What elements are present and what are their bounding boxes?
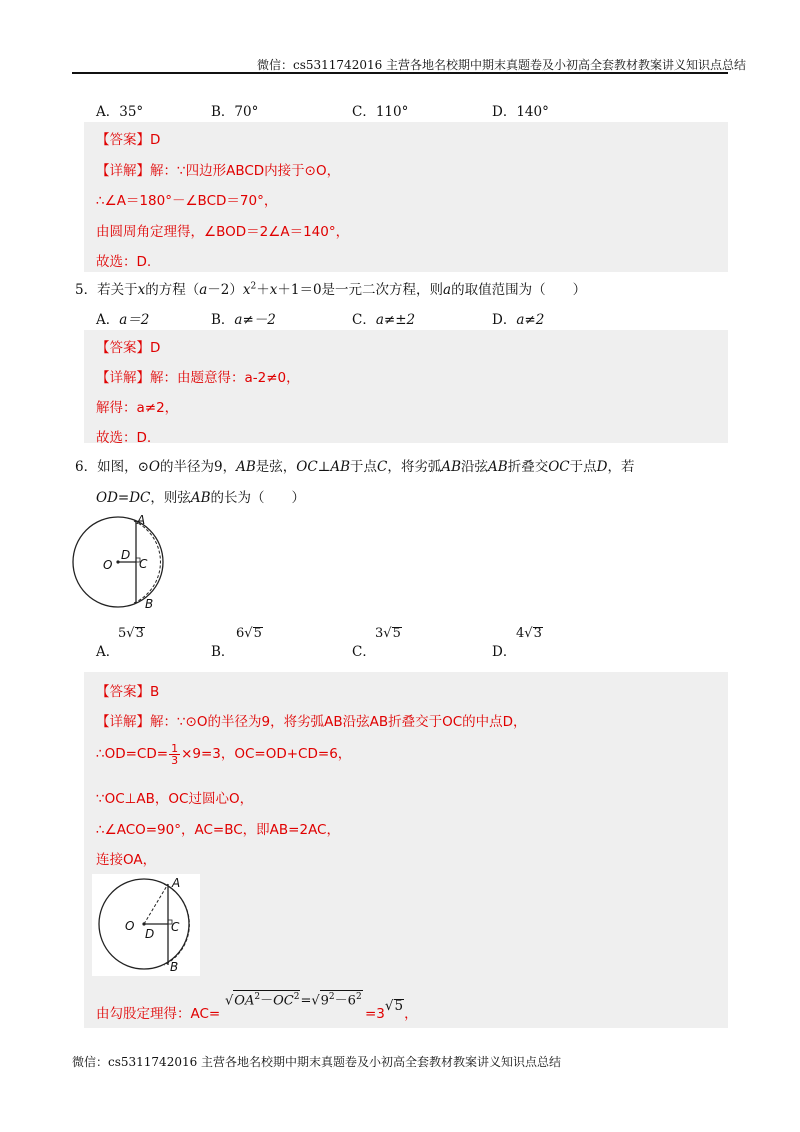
q4-detail-1: 【详解】解：∵四边形ABCD内接于⊙O， bbox=[96, 163, 341, 179]
q6-detail-3: ∵OC⊥AB，OC过圆心O， bbox=[96, 791, 254, 807]
q6-pythagoras-expression: $√OA^2-OC^2=√9^2-6^2$ bbox=[225, 992, 362, 1009]
q4-option-d: D．140° bbox=[492, 104, 549, 120]
fig1-label-b: B bbox=[145, 597, 154, 611]
header-divider bbox=[72, 72, 728, 74]
fig1-label-c: C bbox=[139, 557, 148, 571]
q6-detail-1: 【详解】解：∵⊙O的半径为9，将劣弧AB沿弦AB折叠交于OC的中点D， bbox=[96, 714, 527, 730]
q6-pythagoras-result: =3√5， bbox=[365, 998, 418, 1022]
q5-option-b: B．a≠－2 bbox=[211, 312, 276, 328]
page-footer: 微信：cs5311742016 主营各地名校期中期末真题卷及小初高全套教材教案讲义知识点总结 bbox=[72, 1055, 562, 1069]
q6-option-b-value: 6√5 bbox=[236, 626, 262, 641]
q6-option-d-label: D． bbox=[492, 644, 517, 660]
q6-option-c-label: C． bbox=[352, 644, 376, 660]
q6-question-line-2: OD=DC，则弦AB的长为（ ） bbox=[96, 490, 306, 506]
q4-detail-4: 故选：D. bbox=[96, 254, 152, 270]
q6-detail-2: ∴OD=CD= $\frac{1}{3}$ ×9=3，OC=OD+CD=6， bbox=[96, 741, 352, 767]
q6-answer: 【答案】B bbox=[96, 684, 160, 700]
q6-figure bbox=[70, 512, 180, 616]
q5-detail-1: 【详解】解：由题意得：a-2≠0， bbox=[96, 370, 300, 386]
fig2-label-c: C bbox=[171, 920, 180, 934]
q6-solution-figure bbox=[92, 874, 200, 976]
q4-detail-3: 由圆周角定理得，∠BOD＝2∠A＝140°， bbox=[96, 224, 350, 240]
q5-option-a: A．a＝2 bbox=[96, 312, 150, 328]
q4-detail-2: ∴∠A＝180°－∠BCD＝70°， bbox=[96, 193, 278, 209]
q6-question-line-1: 6．如图，⊙O的半径为9，AB是弦，OC⊥AB于点C，将劣弧AB沿弦AB折叠交OC于点D，若 bbox=[75, 459, 635, 475]
fig2-label-b: B bbox=[170, 960, 179, 974]
q5-question: 5．若关于x的方程$(a-2)x^2+x+1=0$是一元二次方程，则a的取值范围为（ ） bbox=[75, 281, 587, 298]
q4-option-c: C．110° bbox=[352, 104, 409, 120]
q4-option-b: B．70° bbox=[211, 104, 259, 120]
fig1-label-o: O bbox=[103, 558, 113, 572]
q6-option-b-label: B． bbox=[211, 644, 235, 660]
q6-option-d-value: 4√3 bbox=[516, 626, 542, 641]
q5-option-c: C．a≠±2 bbox=[352, 312, 416, 328]
q5-answer: 【答案】D bbox=[96, 340, 161, 356]
q4-option-a: A．35° bbox=[96, 104, 144, 120]
q6-option-a-value: 5√3 bbox=[118, 626, 144, 641]
q6-detail-5: 连接OA， bbox=[96, 852, 157, 868]
q5-option-d: D．a≠2 bbox=[492, 312, 545, 328]
fig2-label-a: A bbox=[172, 876, 181, 890]
fig1-label-d: D bbox=[121, 548, 131, 562]
q5-answer-box bbox=[84, 330, 728, 443]
q6-detail-6-label: 由勾股定理得：AC= bbox=[96, 1006, 221, 1022]
q5-detail-3: 故选：D. bbox=[96, 430, 152, 446]
q6-option-c-value: 3√5 bbox=[375, 626, 401, 641]
fig2-label-d: D bbox=[145, 927, 155, 941]
page-header: 微信：cs5311742016 主营各地名校期中期末真题卷及小初高全套教材教案讲义知识点总结 bbox=[257, 58, 747, 72]
q6-detail-4: ∴∠ACO=90°，AC=BC，即AB=2AC， bbox=[96, 822, 340, 838]
q6-option-a-label: A． bbox=[96, 644, 120, 660]
q5-detail-2: 解得：a≠2， bbox=[96, 400, 179, 416]
fig1-label-a: A bbox=[137, 513, 146, 527]
fig2-label-o: O bbox=[125, 919, 135, 933]
q4-answer: 【答案】D bbox=[96, 132, 161, 148]
